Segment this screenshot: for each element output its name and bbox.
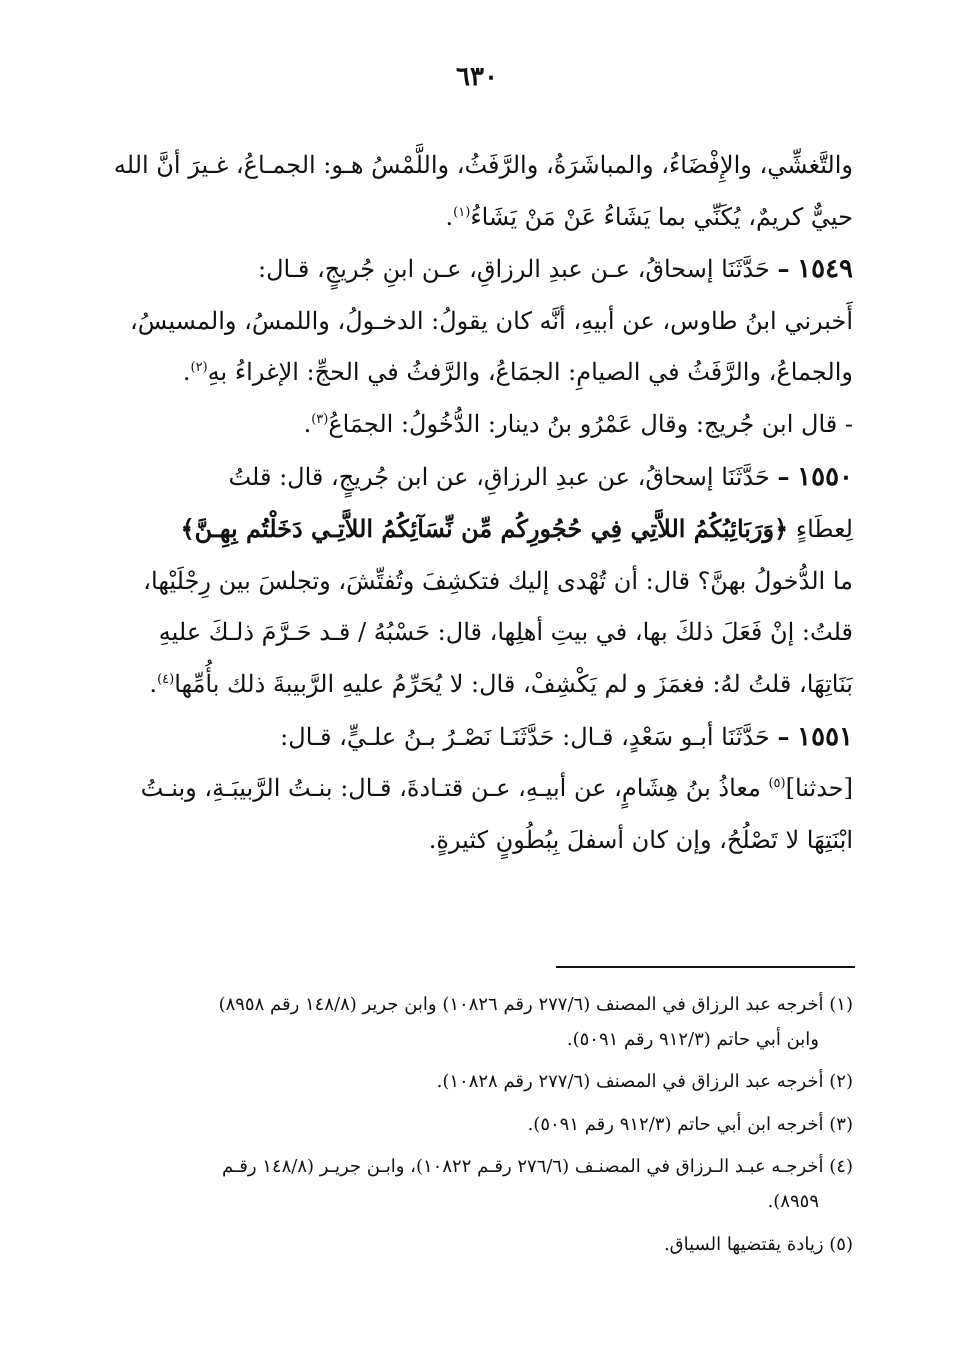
- dash: –: [778, 461, 791, 491]
- period: .: [446, 202, 455, 231]
- text-line: [72, 399, 854, 451]
- footnote-1-continued: وابن أبي حاتم (٩١٢/٣ رقم ٥٠٩١).: [567, 1028, 820, 1050]
- text-line: [72, 347, 854, 399]
- text-line: [72, 763, 854, 815]
- text-line: [72, 556, 854, 608]
- text-line: [72, 607, 854, 659]
- main-text: [72, 140, 854, 866]
- quran-verse: ﴿وَرَبَائِبُكُمُ اللاَّتِي فِي حُجُورِكُم مِّن نِّسَآئِكُمُ اللاَّتِـي دَخَلْتُم بِهِـنَّ﴾: [181, 514, 790, 544]
- text-line: [72, 815, 854, 867]
- hadith-number: ١٥٥١: [798, 721, 854, 752]
- line-text: والجماعُ، والرَّفَثُ في الصيامِ: الجمَاعُ، والرَّفثُ في الحجِّ: الإغراءُ بهِ: [208, 358, 854, 387]
- line-text: قلتُ: إنْ فَعَلَ ذلكَ بها، في بيتِ أهلِها، قال: حَسْبُهُ / قـد حَـرَّمَ ذلـكَ عليهِ: [159, 618, 854, 647]
- hadith-1549-line: [72, 243, 854, 296]
- page-number: ٦٣٠: [457, 62, 499, 92]
- text-line: [72, 192, 854, 244]
- text-line: [72, 659, 854, 711]
- line-text: حَدَّثَنَا إسحاقُ، عـن عبدِ الرزاقِ، عـن ابنِ جُريجٍ، قـال:: [259, 255, 771, 284]
- line-text: والتَّغشِّي، والإِفْضَاءُ، والمباشَرَةُ، والرَّفَثُ، واللَّمْسُ هـو: الجمـاعُ، غـيرَ أنَّ الله: [114, 151, 854, 179]
- footnote-marker: (٣): [312, 411, 330, 427]
- footnote-marker: (٢): [191, 360, 209, 376]
- line-text: بَنَاتِهَا، قلتُ لهُ: فغمَزَ و لم يَكْشِفْ، قال: لا يُحَرِّمُ عليهِ الرَّبيبةَ ذلك بأُمِّها: [175, 669, 854, 698]
- line-text: أَخبرني ابنُ طاوس، عن أبيهِ، أنَّه كان يقولُ: الدخـولُ، واللمسُ، والمسيسُ،: [131, 306, 854, 335]
- footnote-1: (١) أخرجه عبد الرزاق في المصنف (٢٧٧/٦ رقم ١٠٨٢٦) وابن جرير (١٤٨/٨ رقم ٨٩٥٨): [219, 994, 854, 1015]
- period: .: [304, 409, 313, 438]
- quran-line: [72, 503, 854, 556]
- hadith-1550-line: [72, 451, 854, 504]
- line-text: حَدَّثَنَا إسحاقُ، عن عبدِ الرزاقِ، عن ابن جُريجٍ، قال: قلتُ: [229, 462, 771, 491]
- footnote-5: (٥) زيادة يقتضيها السياق.: [664, 1233, 854, 1255]
- footnote-4-continued: ٨٩٥٩).: [768, 1190, 820, 1212]
- line-text: لِعطَاءٍ: [796, 515, 854, 544]
- footnote-4: (٤) أخرجـه عبـد الـرزاق في المصنـف (٢٧٦/٦ رقـم ١٠٨٢٢)، وابـن جريـر (١٤٨/٨ رقـم: [223, 1156, 854, 1178]
- period: .: [150, 669, 159, 698]
- period: .: [183, 358, 192, 387]
- footnote-separator: [557, 966, 856, 968]
- footnote-2: (٢) أخرجه عبد الرزاق في المصنف (٢٧٧/٦ رقم ١٠٨٢٨).: [437, 1071, 854, 1093]
- line-text: ابْنَتِهَا لا تَصْلُحُ، وإن كان أسفلَ بِبُطُونٍ كثيرةٍ.: [429, 825, 854, 854]
- hadith-1551-line: [72, 711, 854, 764]
- text-line: [72, 296, 854, 348]
- dash: –: [778, 721, 791, 751]
- footnote-3: (٣) أخرجه ابن أبي حاتم (٩١٢/٣ رقم ٥٠٩١).: [528, 1113, 854, 1135]
- footnotes: [72, 988, 854, 1262]
- dash: –: [778, 254, 791, 284]
- text-line: [72, 140, 854, 192]
- hadith-number: ١٥٥٠: [798, 461, 854, 492]
- footnote-marker: (٥): [769, 776, 787, 792]
- footnote-marker: (٤): [158, 671, 176, 687]
- line-text: معاذُ بنُ هِشَامٍ، عن أبيـهِ، عـن قتـادةَ، قـال: بنـتُ الرَّبيبَـةِ، وبنـتُ: [141, 774, 762, 803]
- editor-addition: [حدثنا]: [786, 774, 854, 803]
- line-text: حييٌّ كريمٌ، يُكَنِّي بما يَشَاءُ عَنْ مَنْ يَشَاءُ: [471, 202, 854, 231]
- line-text: ما الدُّخولُ بهنَّ؟ قال: أن تُهْدى إليك فتكشِفَ وتُفتِّشَ، وتجلسَ بين رِجْلَيْها،: [144, 566, 854, 595]
- line-text: - قال ابن جُريج: وقال عَمْرُو بنُ دينار: الدُّخُولُ: الجمَاعُ: [329, 409, 854, 438]
- footnote-marker: (١): [454, 204, 472, 220]
- line-text: حَدَّثَنَا أبـو سَعْدٍ، قـال: حَدَّثَنَـا نَصْـرُ بـنُ علـيٍّ، قـال:: [281, 722, 771, 751]
- hadith-number: ١٥٤٩: [798, 254, 854, 285]
